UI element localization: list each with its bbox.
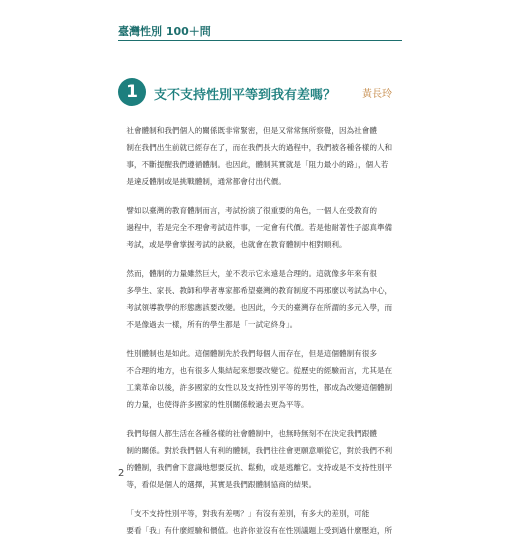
- text-line: 多學生、家長、教師和學者專家都希望臺灣的教育制度不再那麼以考試為中心，: [126, 286, 393, 295]
- question-number-badge: 1: [118, 78, 146, 106]
- author-name: 黃長玲: [362, 89, 392, 100]
- text-line: 不是像過去一樣，所有的學生都是「一試定終身」。: [126, 320, 298, 329]
- paragraph: [118, 345, 402, 413]
- text-line: 的力量，也使得許多國家的性別關係較過去更為平等。: [126, 400, 309, 409]
- text-line: 考試，或是學會掌握考試的訣竅，也就會在教育體制中相對順利。: [126, 240, 347, 249]
- book-title: 臺灣性別 100＋問: [118, 25, 211, 38]
- paragraph: [118, 202, 402, 253]
- paragraph: [118, 505, 402, 539]
- text-line: 的體制，我們會下意識地想要反抗、鬆動，或是逃離它。支持或是不支持性別平: [126, 463, 393, 472]
- text-line: 然而，體制的力量雖然巨大，並不表示它永遠是合理的。這就像多年來有很: [126, 269, 377, 278]
- text-line: 性別體制也是如此。這個體制先於我們每個人而存在，但是這個體制有很多: [126, 349, 377, 358]
- text-line: 不合理的地方，也有很多人集結起來想要改變它。從歷史的經驗而言，尤其是在: [126, 366, 393, 375]
- text-line: 工業革命以後，許多國家的女性以及支持性別平等的男性，都成為改變這個體制: [126, 383, 393, 392]
- paragraph: [118, 425, 402, 493]
- question-title: 支不支持性別平等到我有差嗎？: [154, 88, 337, 103]
- text-line: 「支不支持性別平等，對我有差嗎？」有沒有差別，有多大的差別，可能: [126, 509, 370, 518]
- paragraph: [118, 265, 402, 333]
- text-line: 社會體制和我們個人的關係既非常緊密，但是又常常無所察覺，因為社會體: [126, 126, 377, 135]
- header-rule: [118, 40, 402, 41]
- text-line: 過程中，若是完全不理會考試這件事，一定會有代價。若是他耐著性子認真準備: [126, 223, 393, 232]
- text-line: 制的關係。對於我們個人有利的體制，我們往往會更願意順從它，對於我們不利: [126, 446, 393, 455]
- running-header: [118, 20, 402, 44]
- text-line: 要看「我」有什麼經驗和價值。也許你並沒有在性別議題上受到過什麼壓迫，所: [126, 526, 393, 535]
- text-line: 譬如以臺灣的教育體制而言，考試扮演了很重要的角色，一個人在受教育的: [126, 206, 377, 215]
- text-line: 考試領導教學的形態應該要改變。也因此，今天的臺灣存在所謂的多元入學，而: [126, 303, 393, 312]
- text-line: 是違反體制或是挑戰體制，通常都會付出代價。: [126, 177, 286, 186]
- paragraph: [118, 122, 402, 190]
- text-line: 等，看似是個人的選擇，其實是我們跟體制協商的結果。: [126, 480, 317, 489]
- text-line: 我們每個人都生活在各種各樣的社會體制中，也無時無刻不在決定我們跟體: [126, 429, 377, 438]
- text-line: 事，不斷提醒我們遵循體制。也因此，體制其實就是「阻力最小的路」，個人若: [126, 160, 389, 169]
- article-body: [118, 122, 402, 551]
- page-number: 2: [118, 468, 125, 479]
- text-line: 制在我們出生前就已經存在了，而在我們長大的過程中，我們被各種各樣的人和: [126, 143, 393, 152]
